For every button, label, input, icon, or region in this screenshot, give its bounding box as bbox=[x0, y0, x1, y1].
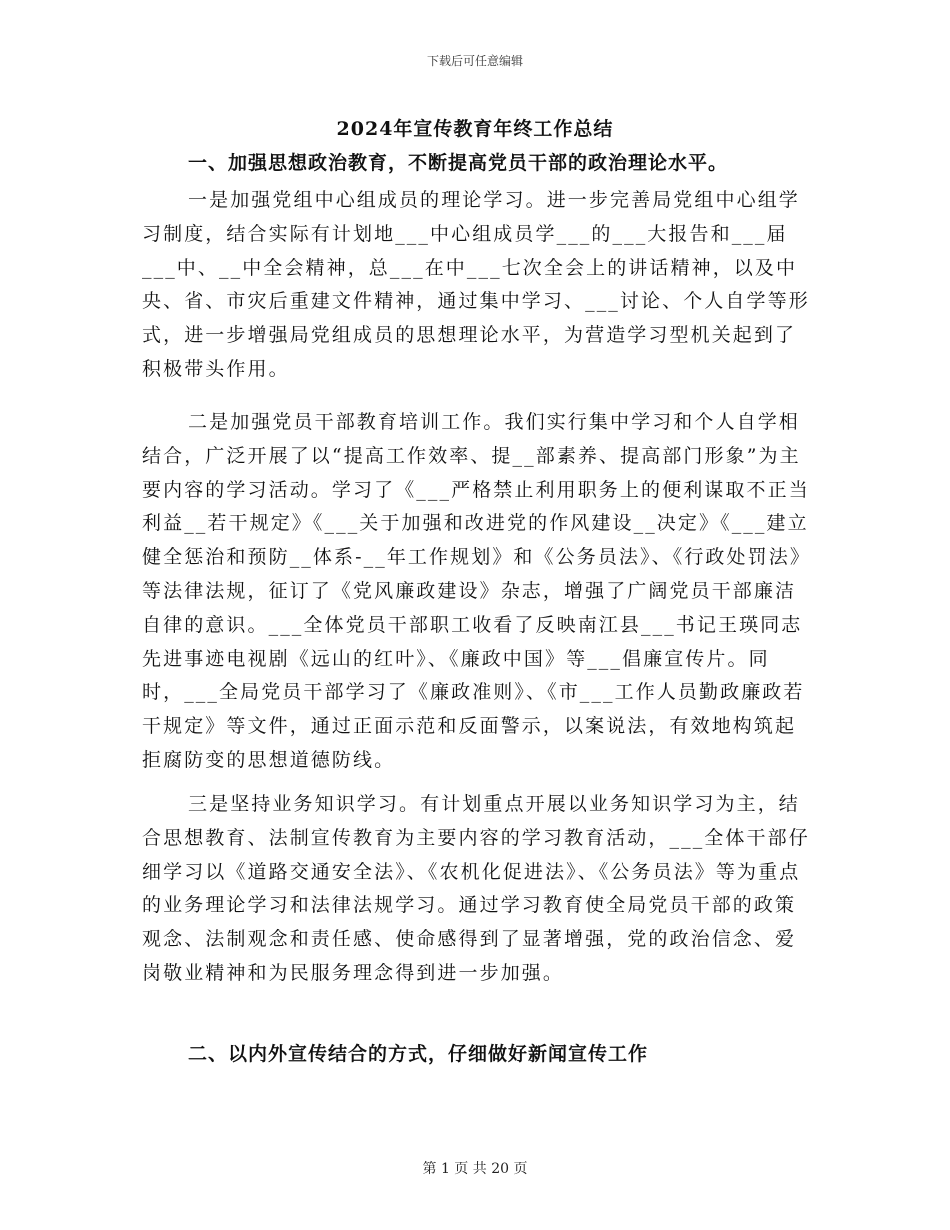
page-number-footer: 第 1 页 共 20 页 bbox=[422, 1161, 528, 1177]
paragraph-3: 三是坚持业务知识学习。有计划重点开展以业务知识学习为主，结合思想教育、法制宣传教育为主要内容的学习教育活动，___全体干部仔细学习以《道路交通安全法》、《农机化促进法》、《公务员法》等为重点的业务理论学习和法律法规学习。通过学习教育使全局党员干部的政策观念、法制观念和责任感、使命感得到了显著增强，党的政治信念、爱岗敬业精神和为民服务理念得到进一步加强。 bbox=[142, 793, 810, 984]
document-title: 2024年宣传教育年终工作总结 bbox=[336, 118, 614, 140]
paragraph-2: 二是加强党员干部教育培训工作。我们实行集中学习和个人自学相结合，广泛开展了以“提高工作效率、提__部素养、提高部门形象”为主要内容的学习活动。学习了《___严格禁止利用职务上的便利谋取不正当利益__若干规定》《___关于加强和改进党的作风建设__决定》《___建立健全惩治和预防__体系-__年工作规划》和《公务员法》、《行政处罚法》等法律法规，征订了《党风廉政建设》杂志，增强了广阔党员干部廉洁自律的意识。___全体党员干部职工收看了反映南江县___书记王瑛同志先进事迹电视剧《远山的红叶》、《廉政中国》等___倡廉宣传片。同时，___全局党员干部学习了《廉政准则》、《市___工作人员勤政廉政若干规定》等文件，通过正面示范和反面警示，以案说法，有效地构筑起拒腐防变的思想道德防线。 bbox=[142, 411, 810, 771]
paragraph-1: 一是加强党组中心组成员的理论学习。进一步完善局党组中心组学习制度，结合实际有计划地___中心组成员学___的___大报告和___届___中、__中全会精神，总___在中___七次全会上的讲话精神，以及中央、省、市灾后重建文件精神，通过集中学习、___讨论、个人自学等形式，进一步增强局党组成员的思想理论水平，为营造学习型机关起到了积极带头作用。 bbox=[142, 189, 810, 380]
section-heading-1: 一、加强思想政治教育，不断提高党员干部的政治理论水平。 bbox=[188, 152, 729, 174]
section-heading-2: 二、以内外宣传结合的方式，仔细做好新闻宣传工作 bbox=[188, 1043, 649, 1065]
page-header-note: 下载后可任意编辑 bbox=[426, 54, 523, 68]
